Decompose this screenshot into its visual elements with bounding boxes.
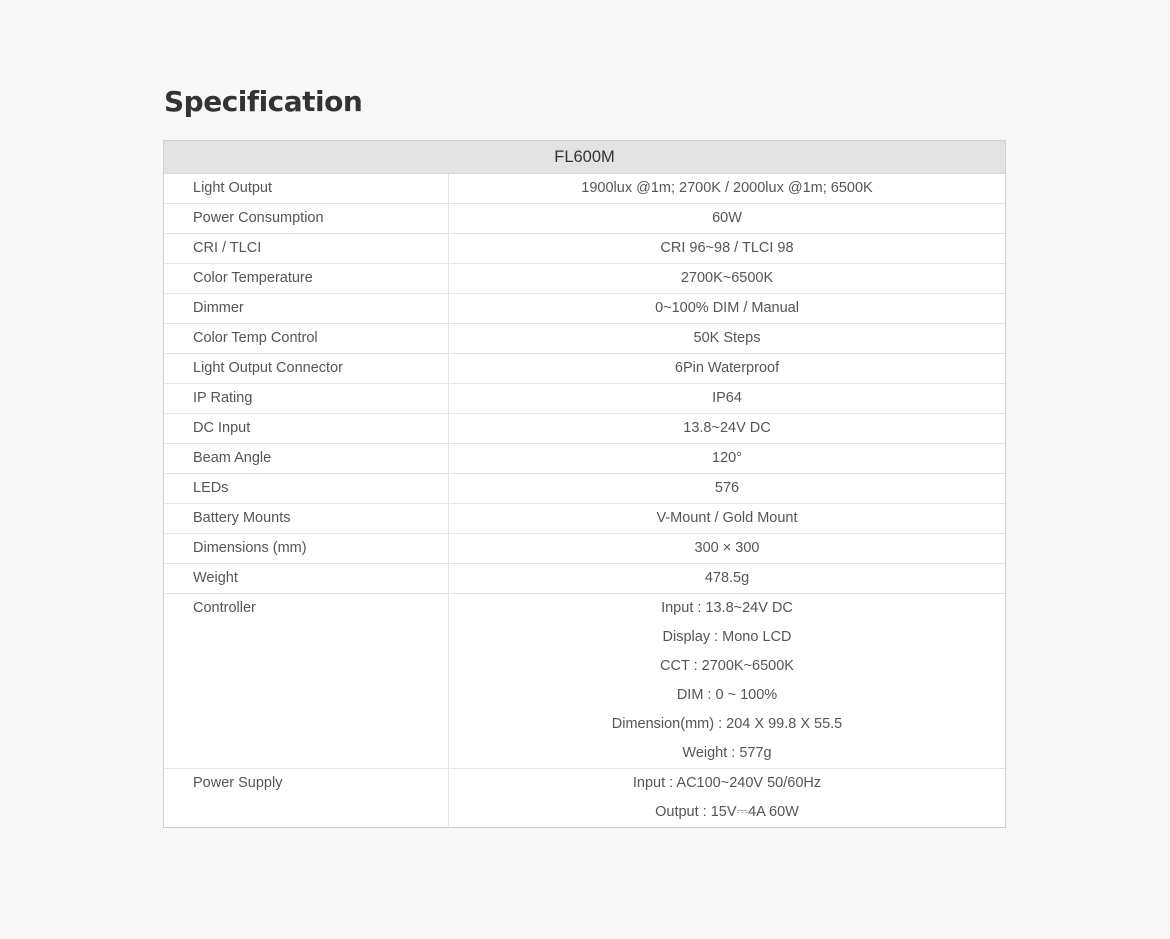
spec-value: 478.5g [704, 570, 750, 586]
spec-label: Light Output [164, 174, 449, 203]
spec-label: Color Temperature [164, 264, 449, 293]
spec-value-cell [449, 474, 1005, 503]
spec-label: Dimensions (mm) [164, 534, 449, 563]
spec-value: 2700K~6500K [680, 270, 774, 286]
spec-label: Battery Mounts [164, 504, 449, 533]
spec-value-cell [449, 174, 1005, 203]
spec-row [164, 474, 1005, 504]
spec-label: Weight [164, 564, 449, 593]
spec-row [164, 234, 1005, 264]
spec-label: LEDs [164, 474, 449, 503]
spec-label: Beam Angle [164, 444, 449, 473]
spec-row [164, 324, 1005, 354]
spec-label: Color Temp Control [164, 324, 449, 353]
page-title: Specification [164, 85, 363, 118]
spec-value: 576 [714, 480, 740, 496]
spec-value: 1900lux @1m; 2700K / 2000lux @1m; 6500K [581, 180, 873, 196]
spec-row [164, 534, 1005, 564]
spec-value-cell [449, 354, 1005, 383]
spec-value: 13.8~24V DC [683, 420, 771, 436]
spec-value-cell [449, 234, 1005, 263]
spec-label: Light Output Connector [164, 354, 449, 383]
spec-row [164, 504, 1005, 534]
spec-label: DC Input [164, 414, 449, 443]
spec-row [164, 204, 1005, 234]
spec-table-body [164, 174, 1005, 827]
spec-value: IP64 [712, 390, 742, 406]
spec-value-cell [449, 504, 1005, 533]
spec-value: 50K Steps [693, 330, 761, 346]
spec-label: IP Rating [164, 384, 449, 413]
spec-label: Controller [164, 594, 449, 768]
spec-value: Display : Mono LCD [662, 629, 792, 645]
spec-value-cell [449, 294, 1005, 323]
spec-value: V-Mount / Gold Mount [656, 510, 798, 526]
spec-row [164, 354, 1005, 384]
spec-value: CCT : 2700K~6500K [660, 658, 794, 674]
spec-value: Input : AC100~240V 50/60Hz [632, 775, 822, 791]
spec-value: 60W [712, 210, 742, 226]
spec-value: 6Pin Waterproof [674, 360, 780, 376]
spec-value: CRI 96~98 / TLCI 98 [660, 240, 794, 256]
spec-row [164, 564, 1005, 594]
spec-value-cell [449, 384, 1005, 413]
spec-value: 120° [712, 450, 742, 466]
spec-value: DIM : 0 ~ 100% [676, 687, 778, 703]
spec-value-cell [449, 414, 1005, 443]
spec-value-cell [449, 444, 1005, 473]
spec-table [163, 140, 1006, 828]
spec-value-cell [449, 324, 1005, 353]
spec-row [164, 264, 1005, 294]
spec-value: 0~100% DIM / Manual [655, 300, 799, 316]
spec-label: CRI / TLCI [164, 234, 449, 263]
spec-value: Dimension(mm) : 204 X 99.8 X 55.5 [611, 716, 843, 732]
spec-value: Weight : 577g [682, 745, 772, 761]
spec-value-cell [449, 534, 1005, 563]
spec-row [164, 414, 1005, 444]
spec-value-cell [449, 204, 1005, 233]
spec-value-cell [449, 594, 1005, 768]
spec-row [164, 594, 1005, 769]
spec-value-cell [449, 769, 1005, 827]
spec-label: Dimmer [164, 294, 449, 323]
spec-value: Output : 15V⎓4A 60W [655, 804, 799, 820]
spec-value: Input : 13.8~24V DC [661, 600, 793, 616]
model-header: FL600M [164, 141, 1005, 174]
spec-row [164, 174, 1005, 204]
spec-row [164, 294, 1005, 324]
spec-row [164, 384, 1005, 414]
spec-row [164, 444, 1005, 474]
spec-value-cell [449, 564, 1005, 593]
spec-label: Power Consumption [164, 204, 449, 233]
spec-row [164, 769, 1005, 827]
spec-label: Power Supply [164, 769, 449, 827]
spec-value-cell [449, 264, 1005, 293]
spec-value: 300 × 300 [694, 540, 760, 556]
